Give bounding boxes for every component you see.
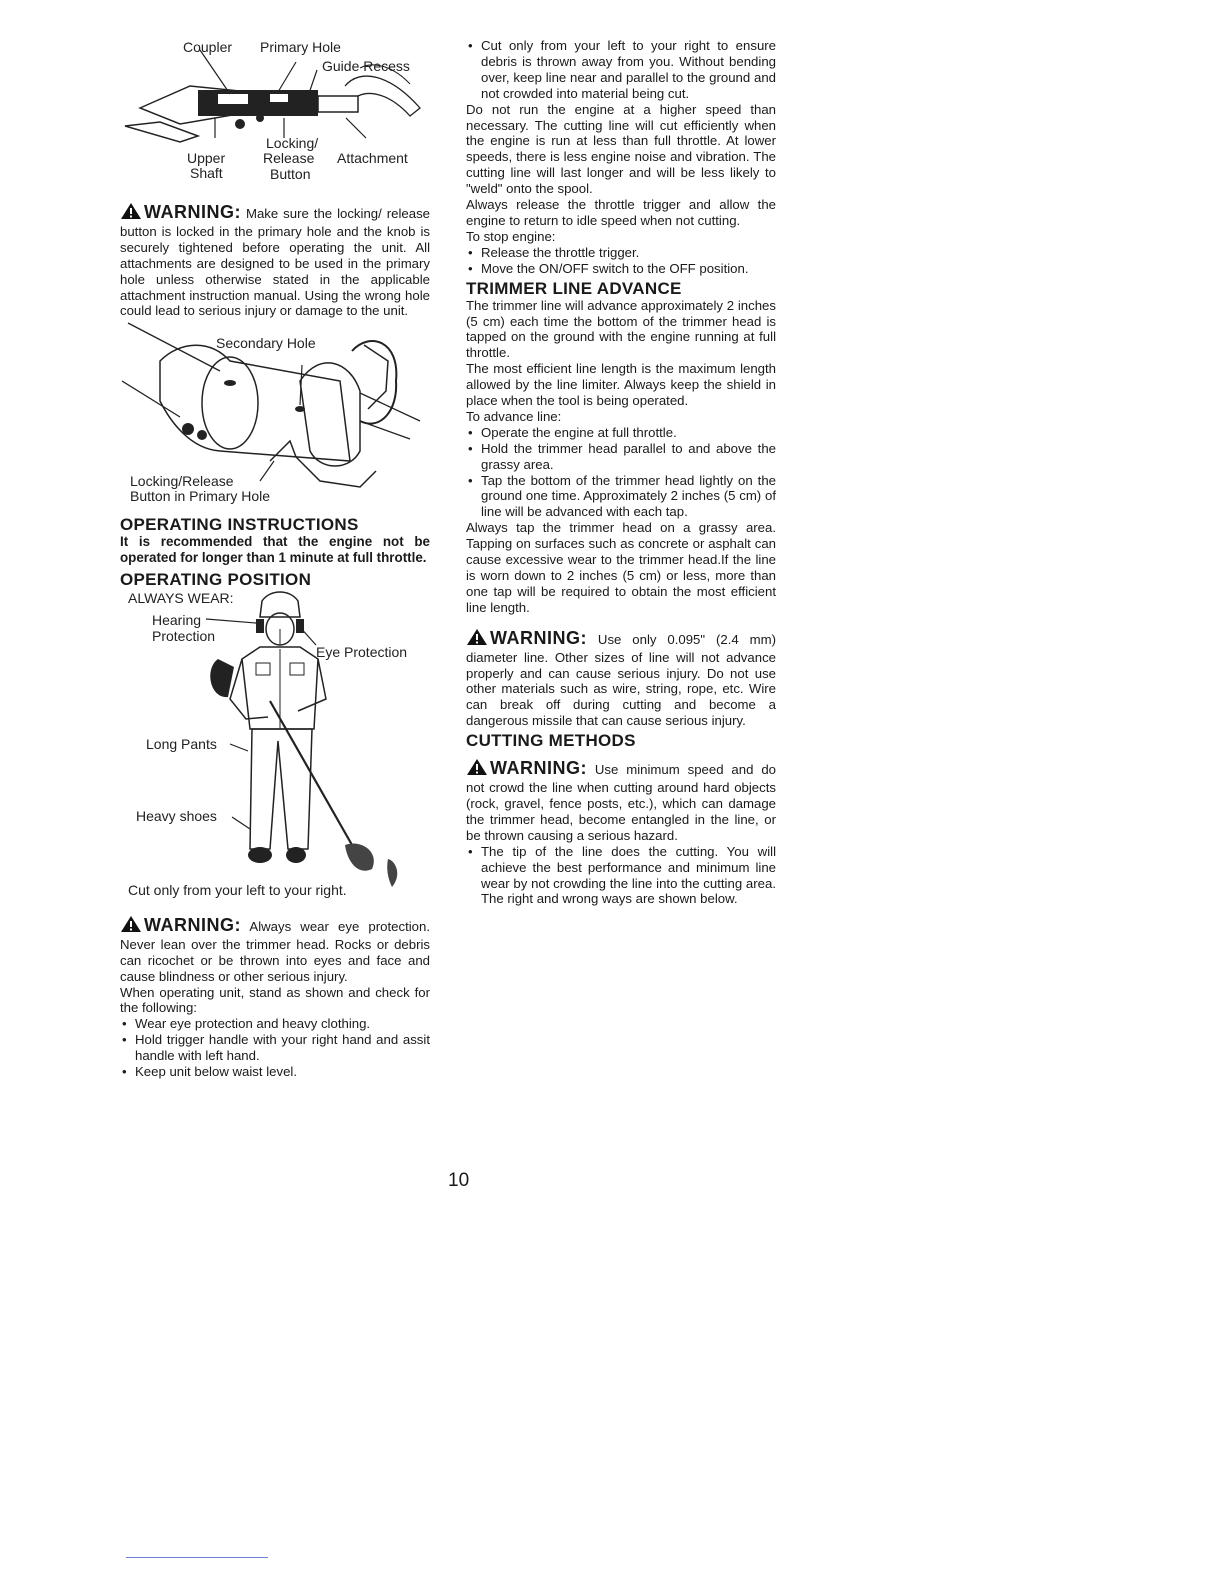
- warning-triangle-icon: [120, 202, 142, 224]
- warning-triangle-icon: [466, 628, 488, 650]
- coupler-figure: [120, 38, 430, 188]
- label-primary-hole: Primary Hole: [260, 39, 341, 55]
- warning-triangle-icon: [466, 758, 488, 780]
- right-column: [466, 38, 776, 907]
- label-hearing: Hearing: [152, 611, 202, 628]
- warning-text: Use only 0.095" (2.4 mm) diameter line. Other sizes of line will not advance properly and can cause serious injury. Do not use other materials such as wire, string, rope, etc. Wire can break off during cutting and become a dangerous missile that can cause serious injury.: [466, 631, 776, 729]
- warning-lead: WARNING:: [144, 914, 241, 935]
- label-long-pants: Long Pants: [146, 735, 217, 752]
- advance-line-intro: To advance line:: [466, 408, 562, 424]
- warning-locking: [120, 202, 430, 319]
- list-item: • Move the ON/OFF switch to the OFF position.: [466, 261, 776, 277]
- advance-line-list: [466, 425, 776, 520]
- warning-eye-protection: [120, 915, 430, 985]
- label-button-primary-hole: Button in Primary Hole: [130, 488, 271, 505]
- trimmer-paragraph: Always tap the trimmer head on a grassy area. Tapping on surfaces such as concrete or asphalt can cause excessive wear to the trimmer head.If the line is worn down to 2 inches (5 cm) or less, more than one tap will be required to obtain the most efficient line length.: [466, 520, 776, 615]
- warning-lead: WARNING:: [490, 758, 587, 779]
- label-heavy-shoes: Heavy shoes: [136, 807, 217, 824]
- secondary-hole-figure: [120, 321, 430, 509]
- warning-text: Use minimum speed and do not crowd the line when cutting around hard objects (rock, gravel, fence posts, etc.), which can damage the trimmer head, become entangled in the line, or be thrown causing a serious hazard.: [466, 762, 776, 843]
- list-item: • Keep unit below waist level.: [120, 1064, 430, 1080]
- label-shaft: Shaft: [190, 165, 223, 181]
- stop-engine-intro: To stop engine:: [466, 228, 556, 244]
- label-cut-direction-caption: Cut only from your left to your right.: [128, 881, 347, 898]
- label-release: Release: [263, 150, 315, 166]
- stance-checklist: [120, 1016, 430, 1080]
- list-item: • Tap the bottom of the trimmer head lightly on the ground one time. Approximately 2 inches (5 cm) of line will be advanced with each tap.: [466, 473, 776, 521]
- list-item: • Cut only from your left to your right to ensure debris is thrown away from you. Without bending over, keep line near and parallel to the ground and not crowded into material being cut.: [466, 38, 776, 102]
- warning-text: Make sure the locking/ release button is locked in the primary hole and the knob is securely tightened before operating the unit. All attachments are designed to be used in the primary hole unless otherwise stated in the applicable attachment instruction manual. Using the wrong hole could lead to serious injury or damage to the unit.: [120, 206, 430, 319]
- trimmer-paragraph: The most efficient line length is the maximum length allowed by the line limiter. Always keep the shield in place when the tool is being operated.: [466, 361, 776, 409]
- label-protection: Protection: [152, 627, 216, 644]
- list-item: • Release the throttle trigger.: [466, 245, 776, 261]
- label-secondary-hole: Secondary Hole: [216, 335, 316, 352]
- list-item: • Wear eye protection and heavy clothing.: [120, 1016, 430, 1032]
- trimmer-line-advance-heading: TRIMMER LINE ADVANCE: [466, 278, 682, 298]
- label-always-wear: ALWAYS WEAR:: [128, 589, 234, 606]
- trimmer-paragraph: The trimmer line will advance approximately 2 inches (5 cm) each time the bottom of the trimmer head is tapped on the ground with the engine running at full throttle.: [466, 297, 776, 361]
- warning-line-size: [466, 628, 776, 729]
- warning-lead: WARNING:: [490, 627, 587, 648]
- label-attachment: Attachment: [337, 150, 408, 166]
- label-upper: Upper: [187, 150, 226, 166]
- operating-note: It is recommended that the engine not be operated for longer than 1 minute at full throttle.: [120, 534, 430, 566]
- label-button: Button: [270, 166, 311, 182]
- left-column: [120, 38, 430, 1080]
- engine-speed-paragraph: Do not run the engine at a higher speed than necessary. The cutting line will cut efficiently when the engine is run at less than full throttle. At lower speeds, there is less engine noise and vibration. The cutting line will last longer and will be less likely to "weld" onto the spool.: [466, 101, 776, 197]
- label-eye-protection: Eye Protection: [316, 643, 408, 660]
- stop-engine-list: [466, 245, 776, 277]
- list-item: • Hold trigger handle with your right hand and assit handle with left hand.: [120, 1032, 430, 1064]
- list-item: • Hold the trimmer head parallel to and above the grassy area.: [466, 441, 776, 473]
- operating-position-figure: [120, 589, 430, 905]
- cut-direction-list: [466, 38, 776, 102]
- page-number: 10: [448, 1170, 470, 1191]
- warning-minimum-speed: [466, 758, 776, 907]
- stance-intro: When operating unit, stand as shown and check for the following:: [120, 984, 430, 1016]
- operating-position-heading: OPERATING POSITION: [120, 569, 312, 589]
- cutting-methods-heading: CUTTING METHODS: [466, 731, 636, 751]
- footer-rule: [126, 1557, 268, 1558]
- label-locking-release: Locking/Release: [130, 473, 234, 490]
- list-item: • The tip of the line does the cutting. You will achieve the best performance and minimum line wear by not crowding the line into the cutting area. The right and wrong ways are shown below.: [466, 844, 776, 908]
- warning-text: Always wear eye protection. Never lean over the trimmer head. Rocks or debris can ricochet or be thrown into eyes and face and cause blindness or other serious injury.: [120, 918, 430, 984]
- cutting-tip-list: [466, 844, 776, 908]
- label-locking: Locking/: [266, 135, 319, 151]
- label-guide-recess: Guide Recess: [322, 58, 410, 74]
- label-coupler: Coupler: [183, 39, 233, 55]
- release-throttle-paragraph: Always release the throttle trigger and allow the engine to return to idle speed when not cutting.: [466, 197, 776, 228]
- warning-triangle-icon: [120, 915, 142, 937]
- operating-instructions-heading: OPERATING INSTRUCTIONS: [120, 515, 359, 535]
- warning-lead: WARNING:: [144, 202, 241, 222]
- list-item: • Operate the engine at full throttle.: [466, 425, 776, 441]
